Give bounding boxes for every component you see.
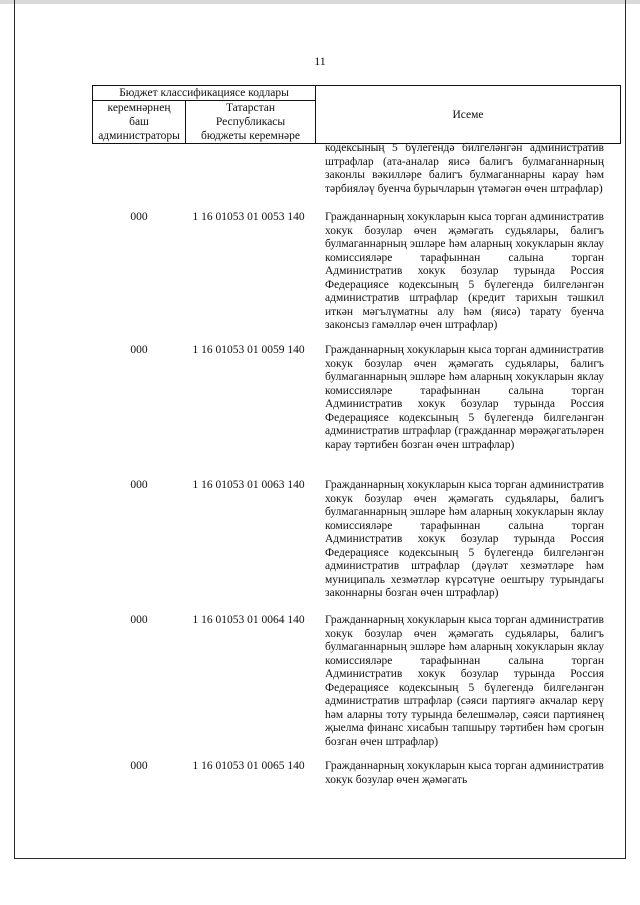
- header-col-name: Исеме: [316, 86, 621, 144]
- header-col-budget-line: бюджеты керемнәре: [201, 130, 300, 142]
- table-header: [92, 85, 621, 144]
- header-col-budget: [186, 101, 316, 144]
- row-name: Гражданнарның хокукларын кыса торган административ хокук бозулар өчен җәмәгать судьялары, балигъ булмаганнарның эшләре һәм аларның хокукларын яклау комиссияләре тарафыннан салына торган Административ хокук бозулар турында Россия Федерациясе кодексының 5 бүлегендә билгеләнгән административ штрафлар (сәяси партиягә акчалар керү һәм аларны тоту турында белешмәләр, сәяси партиянең җыелма финанс хисабын тапшыру тәртибен һәм срогын бозган өчен штрафлар): [325, 614, 604, 748]
- scan-edge-bottom: [14, 858, 626, 859]
- page-number: 11: [314, 54, 326, 68]
- header-col-admin-line: баш: [129, 116, 149, 128]
- row-admin-code: 000: [130, 614, 148, 626]
- row-name: Гражданнарның хокукларын кыса торган административ хокук бозулар өчен җәмәгать судьялары, балигъ булмаганнарның эшләре һәм аларның хокукларын яклау комиссияләре тарафыннан салына торган Административ хокук бозулар турында Россия Федерациясе кодексының 5 бүлегендә билгеләнгән административ штрафлар (гражданнар мөрәҗәгатьләрен карау тәртибен бозган өчен штрафлар): [325, 344, 604, 451]
- scan-edge-left: [14, 0, 15, 859]
- header-col-budget-line: Республикасы: [215, 116, 286, 128]
- header-col-admin-line: администраторы: [98, 130, 180, 142]
- row-budget-code: 1 16 01053 01 0059 140: [192, 344, 305, 356]
- row-admin-code: 000: [130, 344, 148, 356]
- scan-edge-right: [625, 0, 626, 859]
- row-budget-code: 1 16 01053 01 0065 140: [192, 760, 305, 772]
- row-name: Гражданнарның хокукларын кыса торган административ хокук бозулар өчен җәмәгать: [325, 760, 604, 786]
- row-budget-code: 1 16 01053 01 0064 140: [192, 614, 305, 626]
- row-admin-code: 000: [130, 211, 148, 223]
- row-admin-code: 000: [130, 479, 148, 491]
- row-budget-code: 1 16 01053 01 0053 140: [192, 211, 305, 223]
- row-name: Гражданнарның хокукларын кыса торган административ хокук бозулар өчен җәмәгать судьялары, балигъ булмаганнарның эшләре һәм аларның хокукларын яклау комиссияләре тарафыннан салына торган Административ хокук бозулар турында Россия Федерациясе кодексының 5 бүлегендә билгеләнгән административ штрафлар (дәүләт хезмәтләре һәм муниципаль хезмәтләр күрсәтүне оештыру турындагы законнарны бозган өчен штрафлар): [325, 479, 604, 600]
- scan-edge-top: [0, 0, 640, 4]
- header-col-admin-line: керемнәрнең: [107, 102, 171, 114]
- header-col-budget-line: Татарстан: [225, 102, 276, 114]
- row-name: Гражданнарның хокукларын кыса торган административ хокук бозулар өчен җәмәгать судьялары, балигъ булмаганнарның эшләре һәм аларның хокукларын яклау комиссияләре тарафыннан салына торган Административ хокук бозулар турында Россия Федерациясе кодексының 5 бүлегендә билгеләнгән административ штрафлар (кредит тарихын тәшкил иткән мәгълүматны алу һәм (яисә) тарату буенча законсыз гамәлләр өчен штрафлар): [325, 211, 604, 332]
- row-budget-code: 1 16 01053 01 0063 140: [192, 479, 305, 491]
- header-group-title: Бюджет классификациясе кодлары: [93, 86, 316, 101]
- header-col-admin: [93, 101, 186, 144]
- row-name: кодексының 5 бүлегендә билгеләнгән административ штрафлар (ата-аналар яисә балигъ булмаганнарның законлы вәкилләре балигъ булмаганнарны карау һәм тәрбияләү буенча бурычларын үтәмәгән өчен штрафлар): [325, 142, 604, 195]
- row-admin-code: 000: [130, 760, 148, 772]
